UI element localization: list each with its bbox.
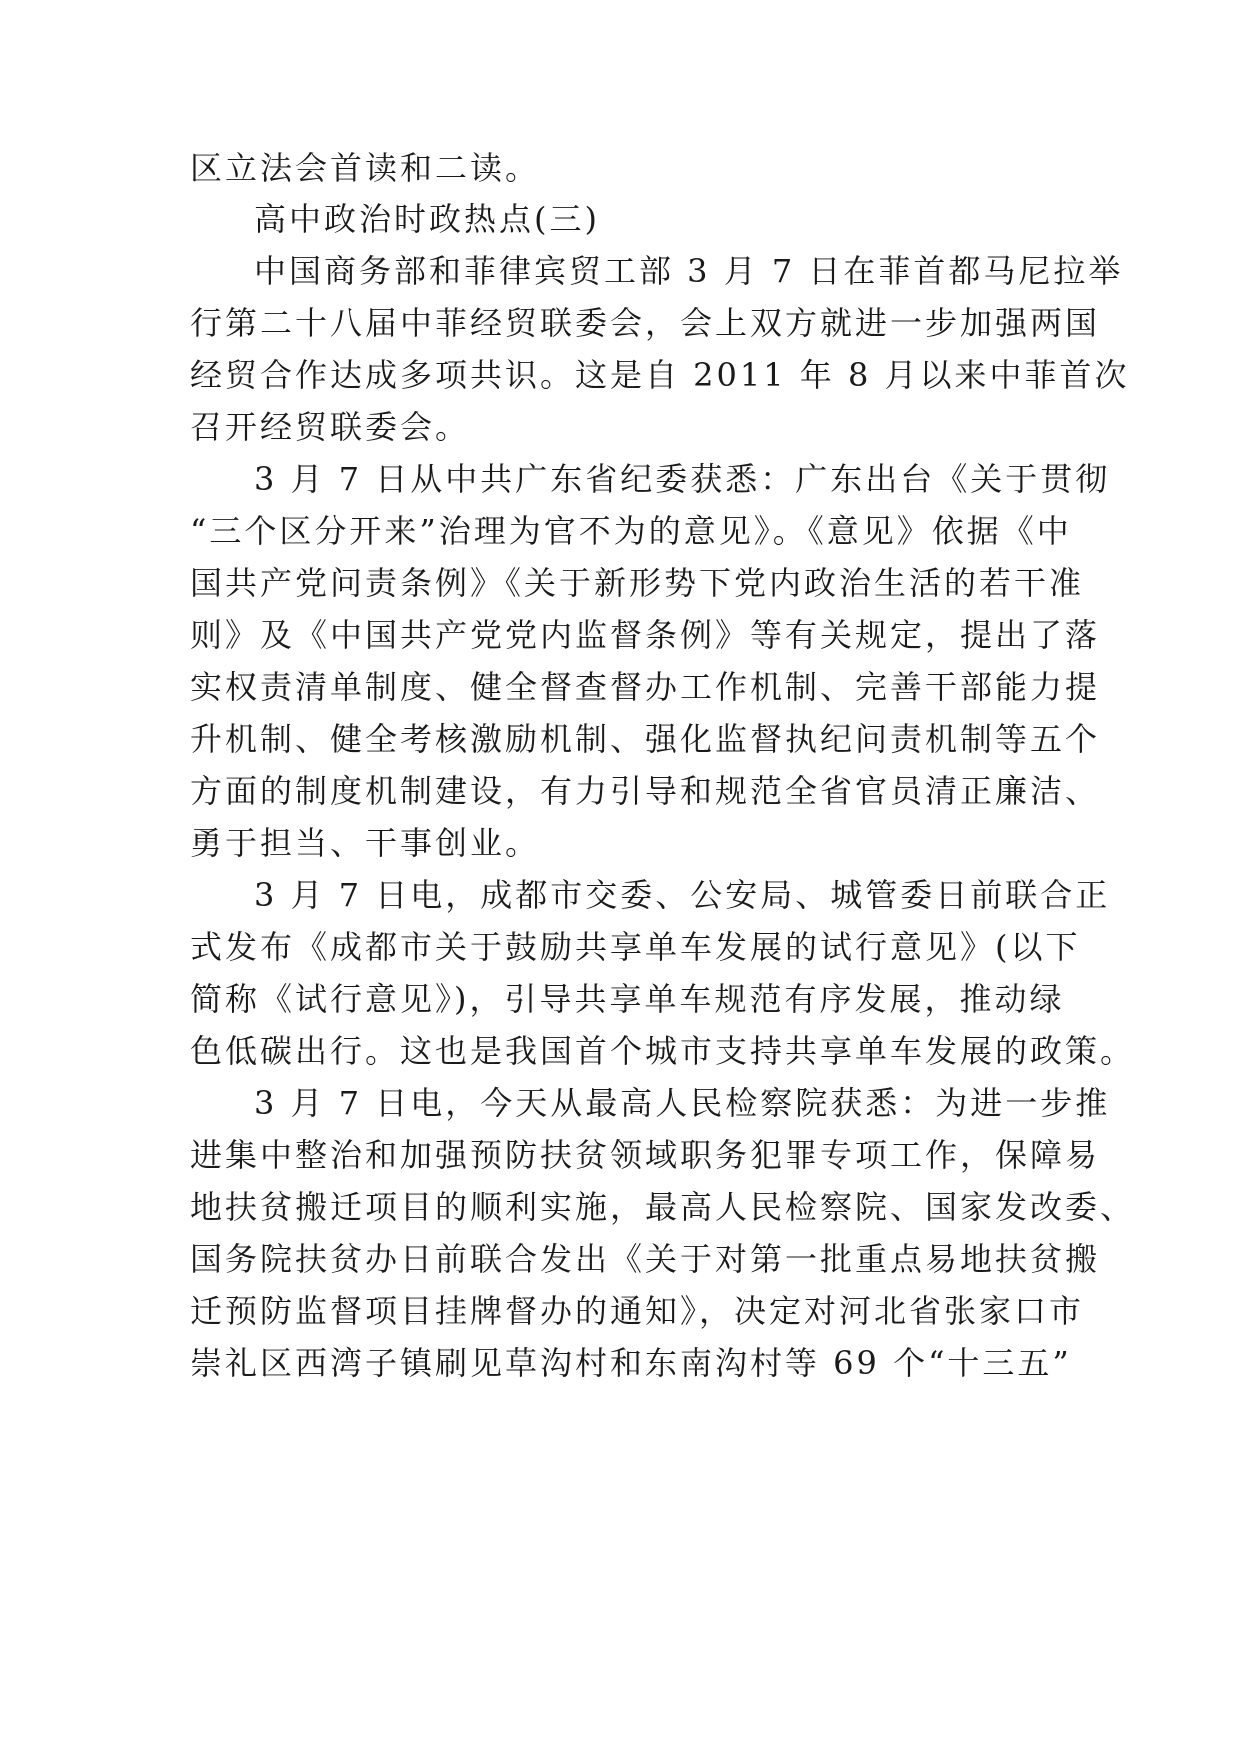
text-line: 中国商务部和菲律宾贸工部 3 月 7 日在菲首都马尼拉举 — [254, 252, 1124, 290]
text-line: 色低碳出行。这也是我国首个城市支持共享单车发展的政策。 — [190, 1032, 1136, 1070]
text-line: 式发布《成都市关于鼓励共享单车发展的试行意见》(以下 — [190, 928, 1081, 966]
text-line: 区立法会首读和二读。 — [190, 149, 541, 187]
text-line: 勇于担当、干事创业。 — [190, 824, 541, 862]
text-line: 实权责清单制度、健全督查督办工作机制、完善干部能力提 — [190, 668, 1101, 706]
text-line: 3 月 7 日电，成都市交委、公安局、城管委日前联合正 — [254, 876, 1111, 914]
text-line: 召开经贸联委会。 — [190, 408, 471, 446]
text-line: 经贸合作达成多项共识。这是自 2011 年 8 月以来中菲首次 — [190, 356, 1130, 394]
text-line: 则》及《中国共产党党内监督条例》等有关规定，提出了落 — [190, 616, 1101, 654]
text-line: 3 月 7 日从中共广东省纪委获悉：广东出台《关于贯彻 — [254, 460, 1111, 498]
text-line: 地扶贫搬迁项目的顺利实施，最高人民检察院、国家发改委、 — [190, 1188, 1136, 1226]
text-line: 简称《试行意见》)，引导共享单车规范有序发展，推动绿 — [190, 980, 1065, 1018]
text-line: 3 月 7 日电，今天从最高人民检察院获悉：为进一步推 — [254, 1084, 1111, 1122]
text-line: 迁预防监督项目挂牌督办的通知》，决定对河北省张家口市 — [190, 1292, 1085, 1330]
text-line: 国务院扶贫办日前联合发出《关于对第一批重点易地扶贫搬 — [190, 1240, 1101, 1278]
section-heading: 高中政治时政热点(三) — [254, 200, 600, 238]
text-line: 崇礼区西湾子镇刷见草沟村和东南沟村等 69 个“十三五” — [190, 1344, 1072, 1382]
text-line: 进集中整治和加强预防扶贫领域职务犯罪专项工作，保障易 — [190, 1136, 1101, 1174]
text-line: 方面的制度机制建设，有力引导和规范全省官员清正廉洁、 — [190, 772, 1101, 810]
text-line: 升机制、健全考核激励机制、强化监督执纪问责机制等五个 — [190, 720, 1101, 758]
text-line: “三个区分开来”治理为官不为的意见》。《意见》依据《中 — [190, 512, 1072, 550]
text-line: 行第二十八届中菲经贸联委会，会上双方就进一步加强两国 — [190, 304, 1101, 342]
text-line: 国共产党问责条例》《关于新形势下党内政治生活的若干准 — [190, 564, 1085, 602]
